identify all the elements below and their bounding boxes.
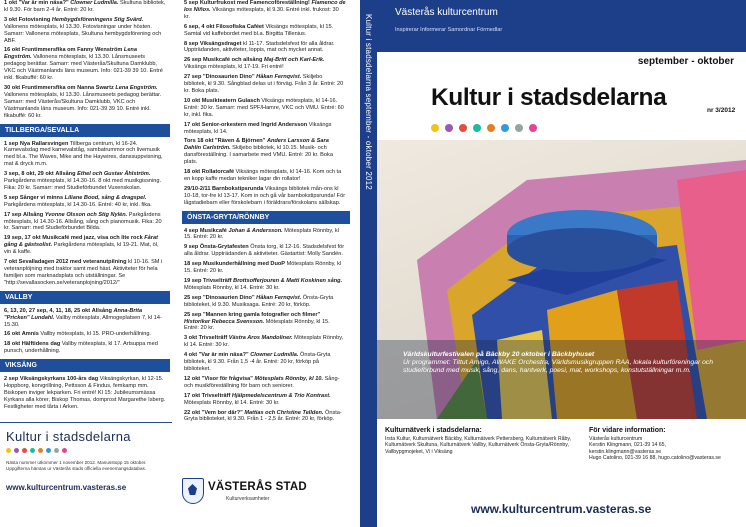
color-dot [46,448,51,453]
event-item [182,169,350,183]
event-performer: Yvonne Olsson och Stig Nylén. [44,211,128,218]
event-details: Mötesplats Rönnby, kl 14. Entré: 30 kr. [184,335,344,349]
contact-text: Västerås kulturcentrum Kerstin Klingmann, 021-39 14 65, kerstin.klingmann@vasteras.se Hugo Catolino, 021-39 16 88, hugo.catolino@vasteras.se [589,436,721,461]
event-title: "Mannen kring gamla fotografier och filmer" [202,311,321,318]
event-details: Mötesplats Rönnby, kl 14. Entré: 30 kr. [184,284,280,291]
spine-bar [360,0,377,527]
event-date: 30 okt [4,84,21,91]
color-dot [54,448,59,453]
event-performer: Clowner Ludmilla. [250,352,299,359]
section-header-onsta: ÖNSTA-GRYTA/RÖNNBY [182,211,350,224]
event-title: Sånger vi minns [19,194,64,201]
event-performer: Flamenco de los Niños. [184,0,346,13]
event-date: 17 sep [4,211,22,218]
event-details: Önsta torg, kl 12-16. Stadsdelsfest för alla åldrar. Uppträdanden & aktiviteter. Gästartist: Molly Sandén. [184,244,345,258]
event-title: Allsång [55,171,76,178]
event-details: Viksängs mötesplats, kl 15. Samtal vid kaffebordet med bl.a. Birgitta Tillenius. [184,23,334,37]
color-dot [515,124,523,132]
event-item [182,352,350,373]
event-date: 19 sep [184,278,202,284]
event-details: Mötesplats Rönnby, kl 15. Entré: 20 kr. [184,318,330,332]
event-date: 6 sep, 4 okt [184,23,215,30]
event-item [0,195,170,209]
event-date: 12 okt [184,375,201,382]
event-item [0,235,170,256]
events-viksang-more [182,0,350,207]
event-title: "Var är min näsa?" [18,0,69,6]
event-details: Parkgårdens mötesplats, kl 14.30-16. Allsång, sång och pianomusik. Fika: 20 kr. Samarr: med Studieförbundet Bilda. [4,211,162,232]
intro-events [0,0,170,120]
cover-url-link[interactable]: www.kulturcentrum.vasteras.se [471,502,652,516]
section-header-tillberga: TILLBERGA/SEVALLA [0,124,170,137]
promo-url-link[interactable]: www.kulturcentrum.vasteras.se [6,483,127,492]
city-department: Kulturverksamheter [226,496,270,502]
event-performer: Clowner Ludmilla. [70,0,119,6]
event-title: "Räven & Björnen" [215,138,266,145]
event-details: Vallby mötesplats, kl 17. Artsuppa med punsch, underhållning. [4,341,158,355]
event-item [182,138,350,166]
event-date: 4 sep [184,227,199,234]
event-title: Musikcafé [199,227,227,234]
event-item [0,331,170,338]
event-item [182,393,350,407]
event-details: Vallonens mötesplats, kl 13.30. Lånsmuseets pedagog berättar. Samarr: med Västerås/Skultuna Damklubb, VKC och Västmanlands läns museum. Info: 021-39 39 10. Entré inkl. fikabuffé: 60 kr. [4,91,162,119]
event-details: Skiljebo bibliotek, kl 10.15. Musik- och dansföreställning. I samarbete med VMU. Entré: 20 kr. Boka plats. [184,145,333,166]
color-dot [473,124,481,132]
event-title: Nya Rallarsvingen [19,140,69,147]
event-performer: Mötesplats Rönnby, kl 10. [254,375,324,382]
event-date: 7 okt [4,259,18,266]
event-details: Viksängs mötesplats, kl 9.30. Entré inkl. frukost: 30 kr. [184,6,339,20]
event-details: Mötesplats Rönnby, kl 15. Entré: 20 kr. [184,261,342,275]
issue-number: nr 3/2012 [707,107,736,114]
promo-footer [0,422,172,527]
network-heading: Kulturnätverk i stadsdelarna: [385,427,482,434]
event-title: Musikteatern Gulasch [201,97,260,104]
event-date: 10 okt [184,97,201,104]
event-item [0,212,170,233]
event-title: Musikcafé och allsång [202,57,263,64]
event-performer: Håkan Fernqvist. [256,294,302,301]
event-item [182,41,350,55]
event-item [182,278,350,292]
promo-title: Kultur i stadsdelarna [6,429,131,444]
caption-body: Ur programmet: Tittut Amigo, AWAKE Orchestra, Världsmusikgruppen RAA, lokala kulturföreningar och studieförbund med musik, sång, dans, hantverk, poesi, mat, workshops, konstutställningar m.m. [403,359,714,375]
event-title: Fruntimmersfika om Nanna Swartz [21,84,114,91]
event-details: Vallonens mötesplats, kl 13.30. Fotovisningar under hösten. Samarr: Vallonens mötesplats, Skultuna hembygdsförening och ABF. [4,23,162,44]
event-title: "Dinosaurien Dino" [202,74,255,81]
viksang-events [0,376,170,411]
event-item [182,186,350,207]
event-item [182,335,350,349]
event-performer: Brottsofferjouren & Matti Koskinen sång. [233,278,343,284]
event-performer: Historiker Rebecca Svensson. [184,318,265,325]
event-item [182,122,350,136]
event-title: Fruntimmersfika om Fanny Wenström [21,47,123,54]
event-title: Barnbokstipsrunda [212,185,264,192]
masthead [377,0,746,52]
event-performer: Västra Aros Mandoliner. [228,335,293,342]
event-details: Viksängs mötesplats, kl 14-16. Kom och ta en kopp kaffe medan tekniker lagar din rollator! [184,169,342,182]
event-date: 25 sep [184,311,202,318]
event-item [0,141,170,169]
event-title: Trivselträff [202,278,232,284]
event-performer: Maj-Britt och Karl-Erik. [263,57,325,64]
event-title: "Dinosaurien Dino" [202,294,255,301]
event-details: Vallby mötesplats, kl 15. PRO-underhållning. [38,331,151,338]
event-item [182,98,350,119]
vallby-events [0,308,170,355]
color-dots [431,124,537,132]
event-item [182,261,350,275]
event-details: Parkgårdens mötesplats, kl 14.30-16. 8 okt med musikgissning. Fika: 20 kr. Samarr: med Studieförbundet Vuxenskolan. [4,178,162,191]
color-dot [445,124,453,132]
color-dot [38,448,43,453]
event-date: 27 sep [184,74,202,81]
event-details: Skultuna bibliotek, kl 9.30. För barn 2-4 år. Entré: 20 kr. [4,0,166,13]
event-title: Hälftidens dag [21,341,61,348]
event-date: 6, 13, 20, 27 sep, 4, 11, 18, 25 okt [4,307,91,314]
event-date: 18 okt [4,341,21,348]
event-performer: Hjälpmedelscentrum & Trio Kontrast. [231,392,331,399]
event-title: Viksängskyrkans 100-års dag [19,376,99,383]
event-details: Mötesplats Rönnby, kl 15. Entré: 20 kr. [184,227,339,241]
event-item [182,228,350,242]
event-title: Musikcafé med jazz, visa och lite rock [42,235,143,242]
event-date: 3 okt [4,16,18,23]
event-performer: Håkan Fernqvist. [256,74,302,81]
event-title: Trivselträff [201,392,231,399]
network-info [385,427,585,455]
color-dot [6,448,11,453]
event-title: Kulturfrukost med Famencoföreställning! [199,0,310,6]
event-title: Fotovisning [18,16,51,23]
event-date: 18 sep [184,261,202,268]
event-title: Viksängsdraget [199,40,242,47]
event-details: Önsta-Gryta biblioteket, kl 9.30. Musiksaga. Entré: 20 kr, förköp. [184,294,334,308]
event-date: 18 okt [184,169,201,176]
event-details: Viksängs bibliotek mån-ons kl 10-18, tor-fre kl 13-17. Kom in och gå vår barnbokstipsrunda! För lågstadiebarn eller förskolebarn i föräldrars/förskolans sällskap. [184,185,346,206]
tillberga-events [0,141,170,287]
event-date: 16 okt [4,331,21,338]
contact-info [589,427,739,461]
event-details: Viksängs mötesplats, kl 14-16. Entré: 30 kr. Samarr: med SPF/Hamre, VKC och VMU. Entré: 60 kr, inkl. fika. [184,97,344,118]
event-title: Sevalladagen 2012 med veteranutpilning [18,259,127,266]
section-header-viksang: VIKSÄNG [0,359,170,372]
event-performer: Fårat gång & gästsolist. [4,235,158,249]
event-date: 1 okt [4,0,18,6]
city-name: VÄSTERÅS STAD [208,481,307,493]
promo-note: Nästa nummer utkommer 1 november 2012. Manusstopp 15 oktober. Uppgifterna hämtas ur Västerås stads officiella evenemangsdatabas. [6,460,147,471]
color-dot [30,448,35,453]
network-text: Irsta Kultur, Kulturnätverk Bäckby, Kulturnätverk Pettersberg, Kulturnätverk Råby, Kulturnätverk Skultuna, Kulturnätverk Vallby, Kulturnätverk Önsta-Gryta/Rönnby, Vallbypgmojeket, Vi i Viksäng [385,436,572,455]
section-header-vallby: VALLBY [0,291,170,304]
event-details: Parkgårdens mötesplats, kl 19-21. Mat, öl, vin & kaffe. [4,242,159,256]
event-item [0,47,170,82]
event-details: Mötesplats Rönnby, kl 14. Entré: 30 kr. [184,399,280,406]
event-details: Önsta-Gryta bibliotek, kl 9.30. Från 1,5 -4 år. Entré: 20 kr, förköp på biblioteket. [184,352,331,372]
event-item [182,57,350,71]
event-details: Önsta-Gryta biblioteket, kl 9.30. Från 1 - 2,5 år. Entré: 20 kr, förköp. [184,409,342,423]
promo-dots [6,448,67,453]
event-title: "Var är min näsa?" [198,352,249,359]
cover-page [377,0,746,527]
event-title: Önsta-Grytafesten [199,244,249,251]
masthead-subtitle: Inspirerar Informerar Samordnar Förmedlar [395,27,503,33]
event-item [182,24,350,38]
event-date: 3 okt [184,335,198,342]
event-date: 25 sep [184,294,202,301]
event-item [0,376,170,411]
event-performer: Liliane Bood, sång & dragspel. [64,194,147,201]
color-dot [529,124,537,132]
event-title: Senior-orkestern med Ingrid Andersson [201,121,308,128]
event-date: 17 okt [184,121,201,128]
event-details: Vallby mötesplats, Allmogeplatsen 7, kl 14-15.30. [4,314,162,328]
event-item [182,295,350,309]
event-performer: Lena Engström. [115,84,158,91]
event-item [182,74,350,95]
event-details: Skiljebo bibliotek, kl 9.30. Sångblad delas ut i förväg. Från 3 år. Entré: 20 kr. Boka plats. [184,74,344,94]
event-item [0,308,170,329]
photo-caption [377,340,746,419]
event-item [0,259,170,287]
event-item [182,376,350,390]
event-date: 4 okt [184,352,198,359]
event-date: 29/10-2/11 [184,185,211,192]
event-details: Sång- och musikföreställning för barn och seniorer. [184,375,340,389]
event-date: 19 sep, 17 okt [4,235,41,242]
season-label: september - oktober [637,56,734,67]
event-performer: Lena Engström. [4,47,137,61]
event-date: 17 okt [184,392,201,399]
event-performer: Anders Larsson & Sara Dahlin Carlström. [184,138,329,152]
event-details: kl 10-16. SM i veteranplöjning med traktor samt med häst. Aktiviteter för hela familjen som marknadsplats och utställningar. Se "http://sevallasocken.se/veteranplojning/2012/" [4,259,163,286]
event-title: "Vem bor där?" [201,409,243,416]
color-dot [431,124,439,132]
event-item [0,0,170,14]
event-title: Trivselträff [198,335,228,342]
event-title: Amnis [21,331,39,338]
event-details: Viksängs mötesplats, kl 17-19. Fri entré! [184,64,284,71]
event-title: Allsång [22,211,44,218]
event-date: 16 okt [4,47,21,54]
event-performer: Ethel och Gustav Åhlström. [77,171,151,178]
color-dot [62,448,67,453]
color-dot [459,124,467,132]
event-date: 26 sep [184,57,202,64]
masthead-title: Västerås kulturcentrum [395,7,498,18]
event-title: Allsång [91,307,112,314]
event-item [182,244,350,258]
color-dot [22,448,27,453]
event-date: 22 okt [184,409,201,416]
event-details: Viksängskyrkan, kl 12-15. Hoppborg, korvgrillning, Pettsson & Findus, femkamp mm. Biskopen inviger lekparken. Fri entré! Kl 15: Jubileumsmässa Kyrkans alla körer, Biskop Thomas, domprost Margarethe Isberg. Festligheter med tårta i Arken. [4,376,166,410]
cover-title: Kultur i stadsdelarna [431,84,667,111]
spine-text: Kultur i stadsdelarna september - oktober 2012 [364,14,373,190]
event-item [182,0,350,21]
event-item [0,85,170,120]
event-date: Tors 18 okt [184,138,214,145]
event-performer: Hembygdsföreningens Stig Svärd. [51,16,144,23]
event-item [182,410,350,424]
color-dot [501,124,509,132]
event-item [0,17,170,45]
event-date: 1 sep [4,140,19,147]
event-performer: Johan & Andersson. [228,227,283,234]
event-date: 5 sep [4,194,19,201]
event-title: "Visor för frågvisa" [201,375,253,382]
event-item [182,312,350,333]
event-date: 2 sep [4,376,19,383]
event-date: 9 sep [184,244,199,251]
event-item [0,341,170,355]
event-title: Musikunderhållning med DuoP [202,261,286,268]
color-dot [14,448,19,453]
event-date: 5 sep [184,0,199,6]
event-item [0,171,170,192]
event-date: 8 sep [184,40,199,47]
contact-heading: För vidare information: [589,427,666,434]
event-details: Viksängs mötesplats, kl 14. [184,121,332,135]
event-title: Filosofiska Caféet [216,23,264,30]
caption-heading: Världskulturfestivalen på Bäckby 20 oktober i Bäckbyhuset [403,351,595,358]
city-crest-icon [182,478,204,504]
event-details: Tillberga centrum, kl 16-24. Karnevalsdag med karnevalståg, sambatrummor och livemusik med bl.a. The Waves, Mike and the Haywires, danssuppvisning, mat & dryck m.m. [4,140,163,168]
color-dot [487,124,495,132]
event-title: Rollatorcafé [201,169,235,176]
event-date: 3 sep, 8 okt, 29 okt [4,171,54,178]
event-performer: Anna-Brita "Pricken" Lundahl. [4,307,143,321]
event-details: kl 11-17. Stadsdelsfest för alla åldrar. Uppträdanden, aktiviteter, loppis, mat och mycket annat. [184,40,335,54]
event-performer: Mattias och Christine Tellden. [244,409,324,416]
events-onsta [182,228,350,424]
column-middle [182,0,350,527]
event-details: Vallonens mötesplats, kl 13.30. Lånsmuseets pedagog berättar. Samarr: med Västerås/Skultuna Damklubb, VKC och Västmanlands läns museum. Info: 021-39 39 10. Entré inkl. fikabuffé: 60 kr. [4,54,163,82]
event-details: Parkgårdens mötesplats, kl 14.30-16. Entré: 40 kr, inkl. fika. [4,201,152,208]
